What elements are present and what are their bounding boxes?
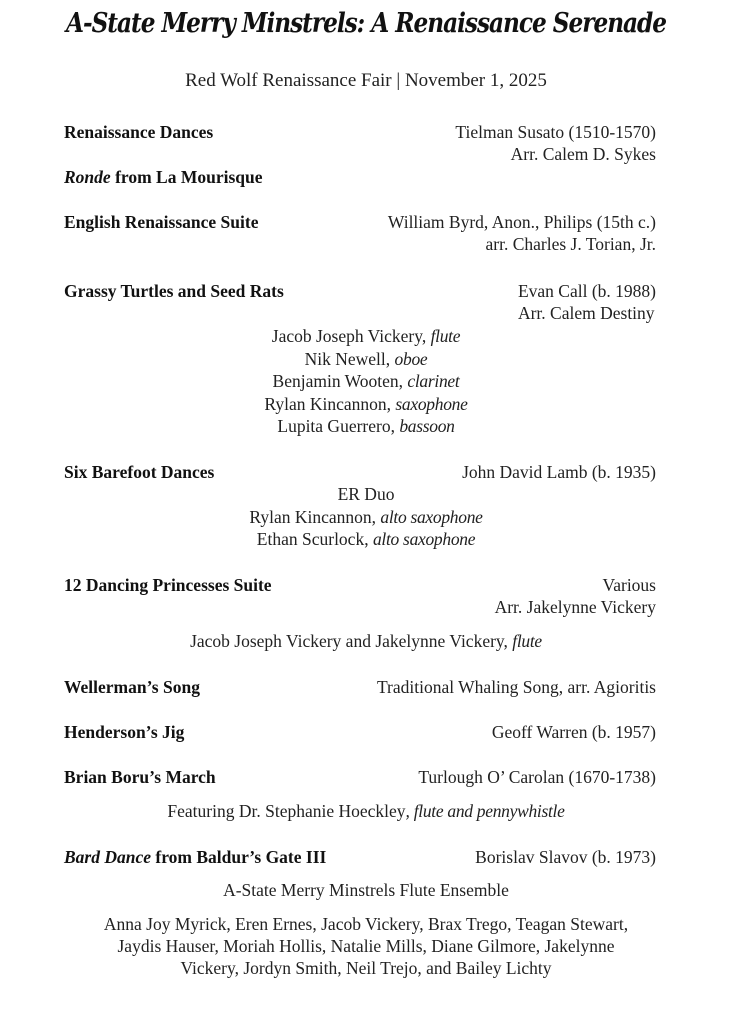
members-line: Jaydis Hauser, Moriah Hollis, Natalie Mills, Diane Gilmore, Jakelynne bbox=[117, 936, 615, 956]
piece-title-rest: from Baldur’s Gate III bbox=[151, 847, 327, 867]
composer-name: William Byrd, Anon., Philips (15th c.) bbox=[387, 212, 656, 232]
composer-credit bbox=[388, 211, 656, 255]
piece-title-italic: Bard Dance bbox=[64, 847, 152, 867]
instrument: alto saxophone bbox=[372, 529, 476, 549]
composer-name: Various bbox=[602, 575, 656, 595]
composer-name: Geoff Warren (b. 1957) bbox=[491, 722, 656, 742]
ensemble-members bbox=[60, 913, 672, 979]
arranger-name: Arr. Jakelynne Vickery bbox=[494, 597, 656, 617]
piece-title: 12 Dancing Princesses Suite bbox=[64, 575, 272, 595]
instrument: saxophone bbox=[395, 393, 468, 414]
movement-title bbox=[64, 166, 263, 188]
performer-list bbox=[0, 800, 732, 823]
performer: Ethan Scurlock, alto saxophone bbox=[256, 529, 476, 549]
piece-title: Renaissance Dances bbox=[64, 122, 214, 142]
instrument: oboe bbox=[394, 348, 428, 369]
composer-name: Turlough O’ Carolan (1670-1738) bbox=[418, 767, 656, 787]
piece-title: Brian Boru’s March bbox=[64, 767, 216, 787]
composer-name: Traditional Whaling Song, arr. Agioritis bbox=[376, 677, 656, 697]
instrument: clarinet bbox=[407, 371, 460, 391]
program-item bbox=[64, 721, 656, 743]
members-line: Vickery, Jordyn Smith, Neil Trejo, and Bailey Lichty bbox=[180, 958, 552, 978]
instrument: alto saxophone bbox=[380, 506, 483, 527]
piece-title: Henderson’s Jig bbox=[64, 722, 185, 742]
performer: Jacob Joseph Vickery and Jakelynne Vickery, flute bbox=[190, 631, 542, 651]
performer-list bbox=[0, 325, 732, 438]
program-item bbox=[64, 846, 656, 868]
arranger-name: arr. Charles J. Torian, Jr. bbox=[485, 234, 656, 254]
program-item bbox=[64, 461, 656, 483]
arranger-name: Arr. Calem Destiny bbox=[517, 303, 655, 323]
program-item bbox=[64, 766, 656, 788]
performer-list bbox=[0, 630, 732, 653]
program-item bbox=[64, 280, 656, 324]
composer-credit bbox=[518, 280, 656, 324]
instrument: flute bbox=[430, 326, 461, 346]
performer: Nik Newell, oboe bbox=[304, 348, 428, 369]
page-title: A-State Merry Minstrels: A Renaissance Serenade bbox=[65, 8, 667, 39]
performer: Lupita Guerrero, bassoon bbox=[277, 416, 455, 436]
program-item bbox=[64, 121, 656, 165]
piece-title bbox=[64, 846, 326, 868]
performer: Rylan Kincannon, alto saxophone bbox=[249, 506, 483, 527]
composer-credit bbox=[495, 574, 656, 618]
piece-title: Grassy Turtles and Seed Rats bbox=[64, 281, 284, 301]
composer-name: Evan Call (b. 1988) bbox=[517, 281, 656, 301]
performer: Jacob Joseph Vickery, flute bbox=[271, 326, 461, 346]
piece-title: Six Barefoot Dances bbox=[64, 462, 215, 482]
performer: Benjamin Wooten, clarinet bbox=[272, 371, 460, 391]
ensemble-name: ER Duo bbox=[337, 484, 395, 504]
composer-credit bbox=[455, 121, 656, 165]
arranger-name: Arr. Calem D. Sykes bbox=[510, 144, 656, 164]
instrument: flute bbox=[512, 631, 542, 651]
composer-name: Borislav Slavov (b. 1973) bbox=[475, 847, 656, 867]
performer-list bbox=[0, 483, 732, 551]
composer-name: Tielman Susato (1510-1570) bbox=[455, 122, 656, 142]
program-movement bbox=[64, 166, 656, 188]
program-item bbox=[64, 574, 656, 618]
composer-name: John David Lamb (b. 1935) bbox=[462, 462, 656, 482]
members-line: Anna Joy Myrick, Eren Ernes, Jacob Vickery, Brax Trego, Teagan Stewart, bbox=[103, 914, 629, 934]
piece-title: English Renaissance Suite bbox=[64, 212, 259, 232]
event-subtitle: Red Wolf Renaissance Fair | November 1, 2025 bbox=[185, 70, 547, 91]
performer: Featuring Dr. Stephanie Hoeckley, flute and pennywhistle bbox=[167, 801, 565, 821]
instrument: , flute and pennywhistle bbox=[405, 801, 565, 821]
ensemble-name: A-State Merry Minstrels Flute Ensemble bbox=[223, 880, 509, 900]
movement-title-italic: Ronde bbox=[64, 167, 111, 187]
instrument: bassoon bbox=[399, 416, 455, 436]
program-item bbox=[64, 211, 656, 255]
piece-title: Wellerman’s Song bbox=[64, 677, 200, 697]
program-item bbox=[64, 676, 656, 698]
performer: Rylan Kincannon, saxophone bbox=[264, 393, 468, 414]
movement-title-rest: from La Mourisque bbox=[110, 167, 263, 187]
